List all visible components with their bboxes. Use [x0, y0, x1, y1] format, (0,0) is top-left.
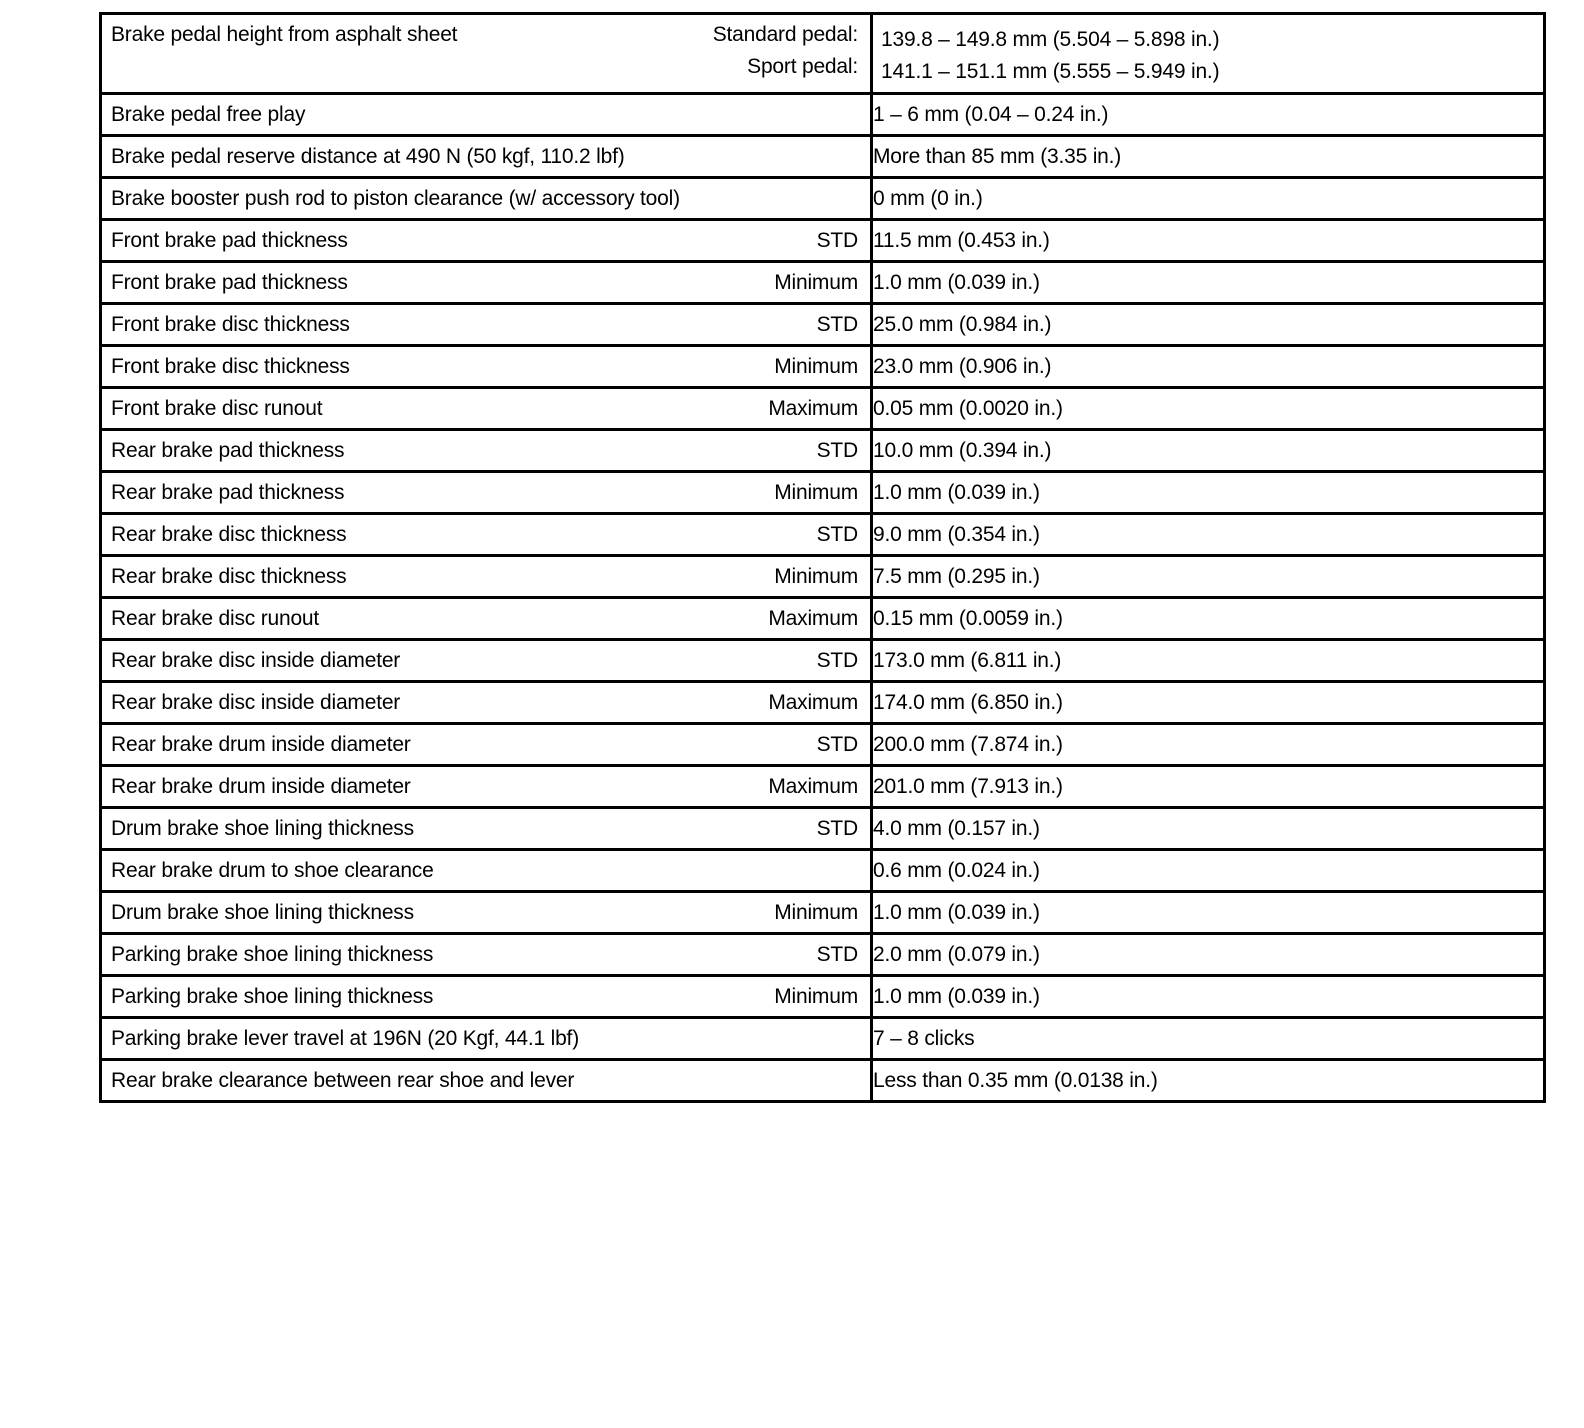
parameter-cell — [101, 808, 872, 850]
value-cell: 201.0 mm (7.913 in.) — [872, 766, 1545, 808]
parameter-cell — [101, 976, 872, 1018]
parameter-cell-content — [102, 649, 870, 673]
table-row — [101, 598, 1545, 640]
parameter-cell-content — [102, 145, 870, 169]
parameter-qualifier: Minimum — [774, 564, 858, 588]
parameter-cell — [101, 262, 872, 304]
parameter-cell-content — [102, 439, 870, 463]
parameter-label: Drum brake shoe lining thickness — [111, 816, 414, 840]
parameter-qualifier: STD — [816, 312, 858, 336]
parameter-label: Drum brake shoe lining thickness — [111, 900, 414, 924]
parameter-qualifier: Minimum — [774, 354, 858, 378]
parameter-label: Rear brake disc thickness — [111, 564, 347, 588]
value-cell: 9.0 mm (0.354 in.) — [872, 514, 1545, 556]
value-cell: 1 – 6 mm (0.04 – 0.24 in.) — [872, 94, 1545, 136]
parameter-qualifier: STD — [816, 438, 858, 462]
parameter-label: Rear brake disc runout — [111, 606, 320, 630]
parameter-cell — [101, 14, 872, 94]
parameter-cell — [101, 640, 872, 682]
parameter-label: Brake pedal height from asphalt sheet — [111, 23, 458, 46]
table-row — [101, 94, 1545, 136]
parameter-qualifier: STD — [816, 816, 858, 840]
parameter-cell — [101, 766, 872, 808]
parameter-qualifier: Maximum — [768, 396, 858, 420]
value-cell: 174.0 mm (6.850 in.) — [872, 682, 1545, 724]
table-row — [101, 766, 1545, 808]
parameter-cell-content — [102, 565, 870, 589]
parameter-cell-content — [102, 397, 870, 421]
parameter-cell-content — [102, 355, 870, 379]
parameter-qualifier: Maximum — [768, 690, 858, 714]
qualifier-standard-pedal: Standard pedal: — [712, 23, 858, 46]
parameter-cell-content — [102, 229, 870, 253]
table-row — [101, 514, 1545, 556]
parameter-label: Front brake pad thickness — [111, 270, 348, 294]
parameter-label: Front brake pad thickness — [111, 228, 348, 252]
table-row — [101, 136, 1545, 178]
parameter-cell — [101, 556, 872, 598]
table-row — [101, 976, 1545, 1018]
parameter-label: Brake booster push rod to piston clearance (w/ accessory tool) — [111, 186, 680, 210]
table-row — [101, 346, 1545, 388]
parameter-label: Rear brake drum inside diameter — [111, 732, 411, 756]
value-cell: 2.0 mm (0.079 in.) — [872, 934, 1545, 976]
value-cell: 0 mm (0 in.) — [872, 178, 1545, 220]
parameter-label: Rear brake drum to shoe clearance — [111, 858, 434, 882]
parameter-label: Brake pedal free play — [111, 102, 306, 126]
parameter-cell-content — [102, 943, 870, 967]
parameter-label: Front brake disc thickness — [111, 354, 350, 378]
table-row — [101, 1060, 1545, 1102]
table-row — [101, 220, 1545, 262]
parameter-cell-content — [102, 985, 870, 1009]
parameter-label: Rear brake clearance between rear shoe and lever — [111, 1068, 575, 1092]
table-row — [101, 640, 1545, 682]
parameter-qualifier: Minimum — [774, 900, 858, 924]
value-cell: 1.0 mm (0.039 in.) — [872, 472, 1545, 514]
table-row — [101, 808, 1545, 850]
parameter-label: Parking brake shoe lining thickness — [111, 942, 434, 966]
table-row — [101, 850, 1545, 892]
qualifier-group — [713, 19, 858, 83]
parameter-qualifier: STD — [816, 522, 858, 546]
parameter-cell — [101, 136, 872, 178]
value-standard-pedal: 139.8 – 149.8 mm (5.504 – 5.898 in.) — [881, 27, 1220, 51]
table-row — [101, 304, 1545, 346]
value-cell: 0.15 mm (0.0059 in.) — [872, 598, 1545, 640]
parameter-cell — [101, 430, 872, 472]
parameter-cell-content — [102, 1069, 870, 1093]
table-row — [101, 556, 1545, 598]
parameter-label: Front brake disc runout — [111, 396, 323, 420]
value-cell: 23.0 mm (0.906 in.) — [872, 346, 1545, 388]
parameter-label: Parking brake shoe lining thickness — [111, 984, 434, 1008]
parameter-label: Brake pedal reserve distance at 490 N (50 kgf, 110.2 lbf) — [111, 144, 625, 168]
value-cell: 1.0 mm (0.039 in.) — [872, 262, 1545, 304]
table-row — [101, 934, 1545, 976]
parameter-cell-content — [102, 1027, 870, 1051]
parameter-label: Rear brake disc inside diameter — [111, 648, 401, 672]
parameter-cell — [101, 1018, 872, 1060]
value-cell: 1.0 mm (0.039 in.) — [872, 976, 1545, 1018]
table-row — [101, 724, 1545, 766]
table-row — [101, 178, 1545, 220]
parameter-cell-content — [102, 817, 870, 841]
value-cell: 1.0 mm (0.039 in.) — [872, 892, 1545, 934]
value-cell: 25.0 mm (0.984 in.) — [872, 304, 1545, 346]
value-cell: 7 – 8 clicks — [872, 1018, 1545, 1060]
value-cell: 11.5 mm (0.453 in.) — [872, 220, 1545, 262]
parameter-qualifier: STD — [816, 732, 858, 756]
value-cell: 200.0 mm (7.874 in.) — [872, 724, 1545, 766]
parameter-cell — [101, 472, 872, 514]
parameter-cell — [101, 1060, 872, 1102]
parameter-label: Rear brake drum inside diameter — [111, 774, 411, 798]
parameter-cell-content — [102, 103, 870, 127]
parameter-cell — [101, 892, 872, 934]
parameter-cell-content — [102, 15, 870, 92]
table-row — [101, 892, 1545, 934]
parameter-cell-content — [102, 901, 870, 925]
table-row — [101, 262, 1545, 304]
spec-table-body — [101, 14, 1545, 1102]
value-cell: 10.0 mm (0.394 in.) — [872, 430, 1545, 472]
value-cell: 4.0 mm (0.157 in.) — [872, 808, 1545, 850]
parameter-cell-content — [102, 187, 870, 211]
parameter-cell — [101, 94, 872, 136]
parameter-cell-content — [102, 481, 870, 505]
parameter-label: Front brake disc thickness — [111, 312, 350, 336]
parameter-cell — [101, 724, 872, 766]
value-sport-pedal: 141.1 – 151.1 mm (5.555 – 5.949 in.) — [881, 59, 1220, 83]
value-group — [873, 20, 1543, 88]
value-cell: 173.0 mm (6.811 in.) — [872, 640, 1545, 682]
parameter-qualifier: Maximum — [768, 606, 858, 630]
parameter-qualifier: Minimum — [774, 984, 858, 1008]
parameter-cell — [101, 178, 872, 220]
value-cell: 7.5 mm (0.295 in.) — [872, 556, 1545, 598]
parameter-cell-content — [102, 523, 870, 547]
parameter-label: Rear brake pad thickness — [111, 480, 345, 504]
parameter-cell-content — [102, 313, 870, 337]
parameter-cell — [101, 388, 872, 430]
parameter-cell — [101, 934, 872, 976]
parameter-cell — [101, 346, 872, 388]
parameter-cell — [101, 304, 872, 346]
table-row-pedal-height — [101, 14, 1545, 94]
parameter-qualifier: STD — [816, 942, 858, 966]
parameter-label: Parking brake lever travel at 196N (20 Kgf, 44.1 lbf) — [111, 1026, 579, 1050]
brake-specification-table — [99, 12, 1546, 1103]
value-cell: More than 85 mm (3.35 in.) — [872, 136, 1545, 178]
table-row — [101, 472, 1545, 514]
table-row — [101, 388, 1545, 430]
parameter-cell — [101, 220, 872, 262]
value-cell: 0.05 mm (0.0020 in.) — [872, 388, 1545, 430]
parameter-cell — [101, 598, 872, 640]
value-cell: 0.6 mm (0.024 in.) — [872, 850, 1545, 892]
table-row — [101, 430, 1545, 472]
parameter-qualifier: Minimum — [774, 270, 858, 294]
parameter-qualifier: STD — [816, 228, 858, 252]
value-cell — [872, 14, 1545, 94]
parameter-cell — [101, 850, 872, 892]
parameter-label: Rear brake disc inside diameter — [111, 690, 401, 714]
qualifier-sport-pedal: Sport pedal: — [747, 55, 858, 78]
parameter-label: Rear brake pad thickness — [111, 438, 345, 462]
parameter-cell-content — [102, 607, 870, 631]
parameter-qualifier: Maximum — [768, 774, 858, 798]
parameter-label: Rear brake disc thickness — [111, 522, 347, 546]
parameter-cell-content — [102, 859, 870, 883]
table-row — [101, 682, 1545, 724]
table-row — [101, 1018, 1545, 1060]
parameter-qualifier: STD — [816, 648, 858, 672]
parameter-cell — [101, 514, 872, 556]
parameter-cell-content — [102, 691, 870, 715]
parameter-cell-content — [102, 733, 870, 757]
parameter-cell-content — [102, 775, 870, 799]
parameter-cell — [101, 682, 872, 724]
value-cell: Less than 0.35 mm (0.0138 in.) — [872, 1060, 1545, 1102]
parameter-cell-content — [102, 271, 870, 295]
parameter-qualifier: Minimum — [774, 480, 858, 504]
